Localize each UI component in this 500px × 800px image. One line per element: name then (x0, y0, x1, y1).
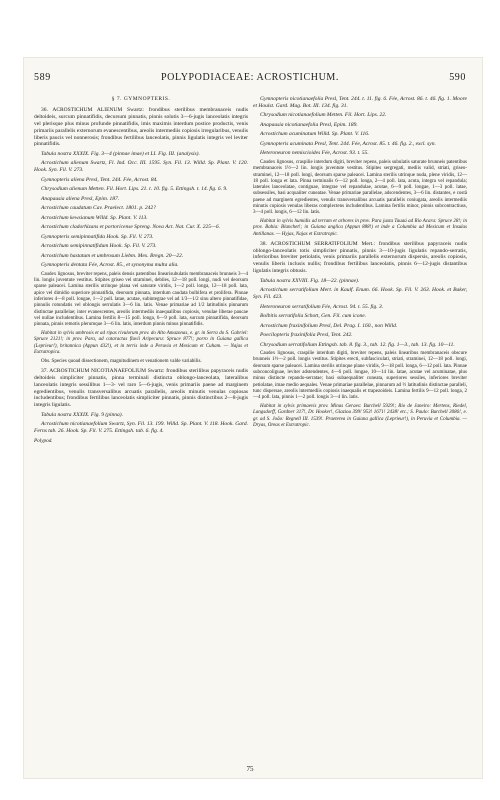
synonym: Acrostichum semipinnatifidum Hook. Sp. Fil. V. 273. (41, 243, 157, 250)
page-number-left: 589 (34, 72, 51, 83)
synonym: Heteroneuron serratifolium Fée, Acrost. 94. t. 55. fig. 3. (260, 303, 384, 310)
synonym: Poecilopteris fraxinifolia Presl, Tent. 242. (260, 332, 353, 339)
species-36-tabula: Tabula nostra XXXIX. Fig. 3—4 (pinnae imae) et LI. Fig. III. (analysis). (41, 150, 200, 157)
species-38-tabula: Tabula nostra XXVIII. Fig. 18—22. (pinnae). (260, 277, 360, 284)
synonym: Anapausia aliena Presl, Epim. 187. (41, 195, 120, 202)
synonym: Acrostichum alienum Swartz, Fl. Ind. Occ. III. 1595. Syn. Fil. 13. Willd. Sp. Plant. V. 120. Hook. Syn. Fil. V. 273. (34, 160, 248, 174)
synonym: Gymnopteris aliena Presl, Tent. 244. Fée, Acrost. 84. (41, 176, 158, 183)
species-38-habitat: Habitat in sylvis primaevis prov. Minas Geraes: Burchell 5929!; Rio de Janeiro: Mertens, Riedel, Langsdorff, Gardner 317!, Dr. Hooker!, Glaziou 399! 953! 1671! 2438! etc.; S. Paulo: Burchell 3086!, e. gr. ad S. João: Regnell III. 1539!. Praeterea in Guiana gallica (Leprieur!), in Peruvia et Columbia. — Dryas, Oreas et Extratropic. (253, 404, 467, 429)
synonym: Acrostichum nicotianaefolium Swartz, Syn. Fil. 13. 199. Willd. Sp. Plant. V. 118. Hook. Gard. Ferns tab. 26. Hook. Sp. Fil. V. 275. Ettingsh. tab. 6. fig. 4. (34, 421, 248, 435)
synonym: Gymnopteris nicotianaefolia Presl, Tent. 244. t. 11. fig. 6. Fée, Acrost. 86. t. 46. fig. 1. Moore et Houlst. Gard. Mag. Bot. III. 134. fig. 31. (253, 96, 467, 109)
page-number-right: 590 (449, 72, 466, 83)
species-37-description: Caudex lignosus, craspilie interdum digiti, breviter repens, paleis subulatis saturate brunneis patentibus membranaceis 1½—2 lin. longis juventute vestitus. Stipites sergregati, mediis valid, striati, griseo-straminei, 12—18 poll. longi, deorsum sparse paleacei. Lamina sterilis utrinque nuda, plene viridis, 12—18 poll. longa et lata. Pinna terminalis 6—12 poll. longa, 2—4 poll. lata, acuta, integra vel repandula; laterales lanceolatae, contiguae, integrae vel repandulae, acutae, 6—9 poll. longae, 1—3 poll. latae, subsessiles, basi acquaiiter cuneatae. Venae primariae parallelae, adscendentes, 3—6 lin. distantes, e costâ paene ad marginem egredientes, venulis transversalibus arcuatis parallelis coniugata, areolis intermediis minutis copiosis venulas liberas complectens includentibus. Lamina fertilis minor, pinnis subcontractiuss, 3—4 poll. longis, 6—12 lin. latis. (253, 159, 467, 216)
species-36-heading: 36. ACROSTICHUM ALIENUM Swartz: frondibus sterilibus membranaceis nudis deltoideis, surcum pinnatifidis, decursum pinnatis, pinnis solutis 3—6-jugis lanceolatis integris vel plerisque plus minus profunde pinnatifidis, imis maximis interdum postice productis, venis primariis parallelis externorum evanescentibus, areolis intermediis copiosis irregularibus, venulis liberis paucis vel nonnerosis; frondibus fertilibus lanceolatis, pinnis ligulatis integris vel leviter pinnatifidis. (34, 106, 248, 148)
synonym: Gymnopteris dentata Fée, Acrost. 85., et synonyma multa alia. (41, 262, 179, 269)
synonym: Acrostichum hastatum et umbrosum Liebm. Mex. Bregn. 20—22. (41, 252, 184, 259)
species-37-habitat: Habitat in sylvis humidis ad terram et arbores in prov. Para juxta Tauaú ad Rio Acara: Spruce 28!; in prov. Bahia: Blanchet!; in Guiana anglica (Appun 888!) et inde a Columbia ad Mexicum et Insulas Antillanas. — Hyjas, Najas et Extratropic. (253, 219, 467, 237)
synonym: Acrostichum fraxinifolium Presl, Del. Prag. I. 160., non Willd. (260, 322, 398, 329)
synonym: Acrostichum kewsianum Willd. Sp. Plant. V. 113. (41, 214, 148, 221)
synonym: Chrysodium serratifolium Ettingsh. tab. 8. fig. 3., tab. 12. fig. 1—3., tab. 13. fig. 10—11. (260, 341, 455, 348)
synonym: Chrysodium nicotianaefolium Metten. Fil. Hort. Lips. 22. (260, 112, 387, 119)
synonym: Bolbitis serratifolia Schott, Gen. Fil. cum icone. (260, 313, 367, 320)
species-36-observation: Obs. Species quoad dissectionem, magnitudinem et venationem valde variabilis. (41, 358, 202, 364)
synonym: Acrostichum caudatum Cav. Praelect. 1801. p. 242? (41, 205, 156, 212)
synonym: Gymnopteris semipinnatifida Hook. Sp. Fil. V. 273. (41, 233, 154, 240)
section-heading: § 7. GYMNOPTERIS. (111, 96, 171, 102)
signature-number: 75 (246, 765, 254, 773)
species-36-habitat: Habitat in sylvis umbrosis et ad ripas rivulorum prov. do Alto Amazonas, e. gr. in Serra do S. Gabriel: Spruce 2121!; in prov. Para, ad cataractas fluvii Aripecuru: Spruce 877!; porro in Guiana gallica (Leprieur!), britannica (Appun 432!), et in terris inde a Peruvia et Mexicum et Cuham. — Najas et Extratropica. (34, 331, 248, 355)
species-38-heading: 38. ACROSTICHUM SERRATIFOLIUM Mert.: frondibus sterilibus papyraceis nudis oblongo-lanceolatis totis simpliciter pinnatis, pinnis 3—10-jugis ligulatis repando-serratis, inferioribus breviter petiolatis, venis primariis parallelis externorum dispersis, areolis copiosis, venulis liberis inclusis nullis; frondibus fertilibus lanceolatis, pinnis 6—12-jugis distantibus ligulatis integris obtusis. (253, 240, 467, 275)
right-column (253, 96, 467, 432)
synonym: Acrostichum cladorhizans et portoricense Spreng. Nova Act. Nat. Cur. X. 225—6. (41, 224, 221, 231)
synonym: Acrostichum serratifolium Mert. in Kaulf. Enum. 66. Hook. Sp. Fil. V. 263. Hook. et Baker, Syn. Fil. 423. (253, 287, 467, 301)
species-37-heading: 37. ACROSTICHUM NICOTIANAEFOLIUM Swartz: frondibus sterilibus papyraceis nudis deltoideis simpliciter pinnatis, pinna terminali distincta oblongo-lanceolata, lateralibus lanceolatis integris sessilibus 1—3- vel raro 5—6-jugis, venis primariis paene ad marginem egredientibus, venulis transversalibus arcuatis parallelis, areolis minutis venulas copiosas includentibus; frondibus fertilibus lanceolatis simpliciter pinnatis, pinnis distinctibus 2—8-jugis integris ligulatis. (34, 367, 248, 409)
footer-label: Polypod. (34, 437, 53, 444)
synonym: Anapausia nicotianaefolia Presl, Epim. 189. (260, 121, 358, 128)
running-title: POLYPODIACEAE: ACROSTICHUM. (161, 72, 339, 83)
species-37-tabula: Tabula nostra XXXIX. Fig. 9 (pinna). (41, 411, 123, 418)
species-38-description: Caudex lignosus, craspilie interdum digiti, breviter repens, paleis linearibus membranaceis obscure brunneis 1½—2 poll. longis vestitus. Stipites erecti, subfasciculati, striati, straminei, 12—18 poll. longi, deorsum sparse paleacei. Lamina sterilis utrinque plane viridis, 9—18 poll. longa, 6—12 poll. lata. Pinnae subconcoliguae, leviter adstendentes, 4—6 poll. longae, 10—14 lin. latae, acutae vel acuminatae, plus minus distincte repando-serratae; basi subaequaliter cuneata, superiores sessiles, inferiores breviter petiolatae, imae medio aequales. Venae primariae parallelae, pinnarum ad ½ latitudinis distinctae paralleli, tunc dispersae, areolis intermediis copiosis inaequalis et trapezoideis. Lamina fertilis 9—12 poll. longa, 2—4 poll. lata, pinnis 1—2 poll. longis 3—4 lin. latis. (253, 351, 467, 401)
synonym: Gymnopteris acuminata Presl, Tent. 244. Fée, Acrost. 85. t. 46. fig. 2., excl. syn. (260, 140, 436, 147)
left-column (34, 96, 248, 447)
species-36-description: Caudex lignosus, breviter repens, paleis densis patentibus linearisubulatis membranaceis brunneis 3—4 lin. longis juventute vestitus. Stipites griseo vel straminei, debiles, 12—18 poll. longi, nudi vel deorsum sparse paleacei. Lamina sterilis utrinque plana vel saturate viridis, 1—2 poll. longa, 12—18 poll. lata, apice vel dimidio superiore pinnatifida, deorsum pinnata, interdum caudata bulbifera et prolifera. Pinnae inferiores 4—8 poll. longae, 1—2 poll. latae, acutae, subintegrae vel ad 1/3—1/2 sinu altero pinnatifidae, pinnulis rotundatis vel oblongis serrulatis 3—6 lin. latis. Venae primariae ad 1/2 latitudinis pinnarum distinctae parallelae; inter evanescentes, areolis intermediis inaequalibus copiosis, venulae liberae paucae vel nullae includentibus. Lamina fertilis 8—15 poll. longa, 6—9 poll. lata, surcum pinnatifida, deorsum pinnata, pinnis remotis plerumque 3—6 lin. latis, interdum pinnis minus pinnatifidis. (34, 271, 248, 328)
synonym: Chrysodium alienum Metten. Fil. Hort. Lips. 21. t. 10. fig. 5. Ettingsh. t. 14. fig. 6. 9. (41, 186, 228, 193)
synonym: Heteroneuron nemiscioides Fée, Acrost. 93. t. 55. (260, 150, 369, 157)
synonym: Acrostichum acuminatum Willd. Sp. Plant. V. 116. (260, 131, 370, 138)
running-head (34, 72, 466, 86)
